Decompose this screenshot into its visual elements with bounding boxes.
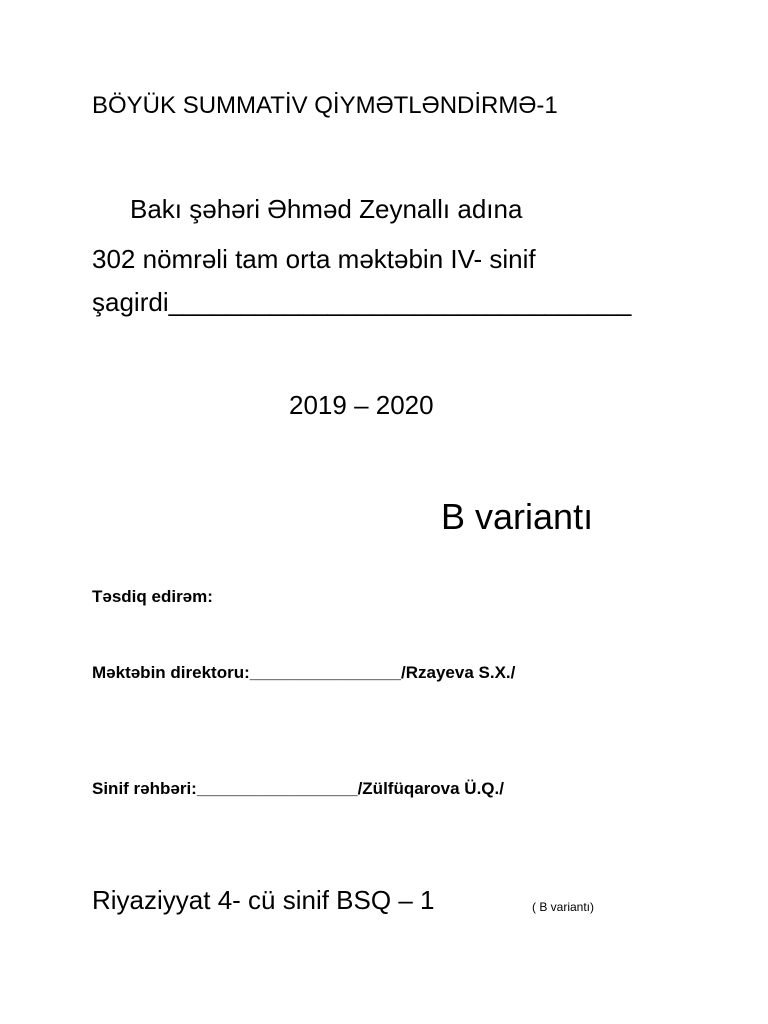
- student-line: şagirdi________________________________: [92, 287, 632, 317]
- variant-label: B variantı: [441, 496, 594, 537]
- subject-line: Riyaziyyat 4- cü sinif BSQ – 1: [92, 885, 435, 915]
- academic-year: 2019 – 2020: [289, 390, 434, 420]
- subject-note: ( B variantı): [532, 900, 595, 914]
- class-teacher-line: Sinif rəhbəri:_________________/Zülfüqarova Ü.Q./: [92, 779, 504, 798]
- document-title: BÖYÜK SUMMATİV QİYMƏTLƏNDİRMƏ-1: [92, 92, 558, 119]
- school-line-2: 302 nömrəli tam orta məktəbin IV- sinif: [92, 244, 536, 274]
- approval-label: Təsdiq edirəm:: [92, 587, 213, 606]
- director-line: Məktəbin direktoru:________________/Rzayeva S.X./: [92, 663, 516, 682]
- school-line-1: Bakı şəhəri Əhməd Zeynallı adına: [130, 194, 523, 224]
